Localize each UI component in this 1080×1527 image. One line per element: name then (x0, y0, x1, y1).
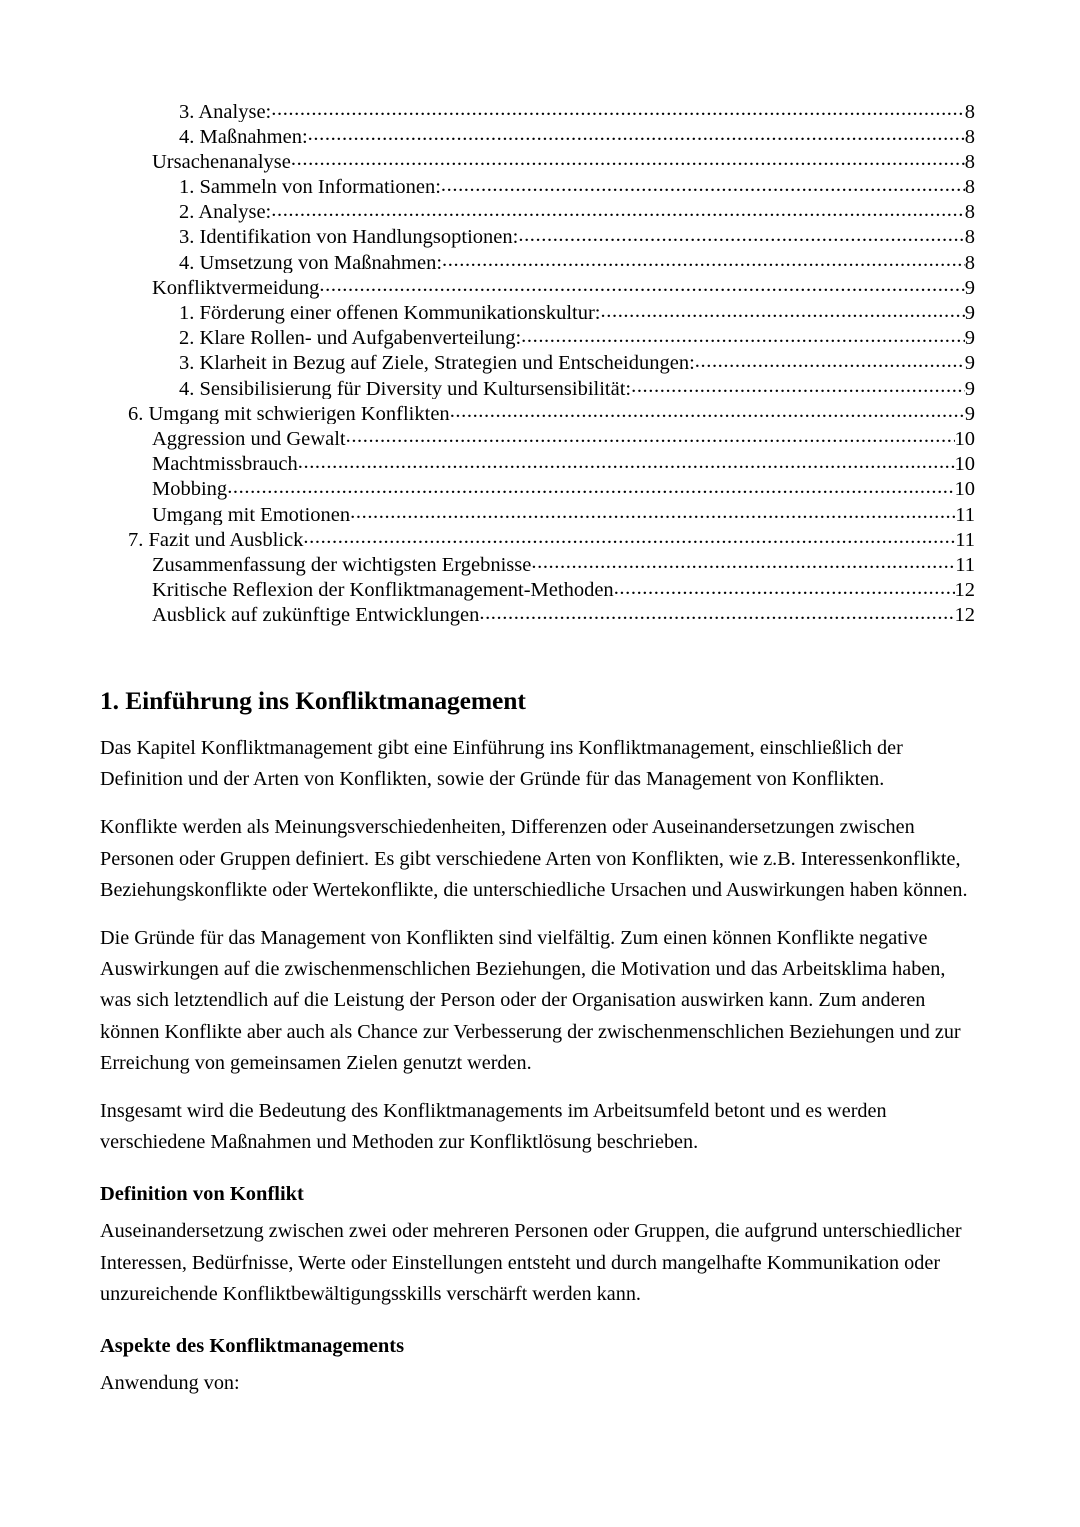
chapter-content (100, 686, 976, 1399)
toc-entry-title: 4. Umsetzung von Maßnahmen: (179, 251, 443, 274)
toc-entry-title: 1. Sammeln von Informationen: (179, 176, 441, 198)
toc-entry[interactable] (0, 173, 1080, 198)
toc-entry-title: 6. Umgang mit schwierigen Konflikten (128, 402, 450, 425)
toc-entry-title: Ausblick auf zukünftige Entwicklungen (152, 604, 480, 626)
toc-entry-title: Zusammenfassung der wichtigsten Ergebnisse (152, 553, 532, 576)
toc-entry[interactable] (0, 248, 1080, 273)
toc-entry[interactable] (0, 550, 1080, 575)
toc-dot-leader (227, 475, 954, 496)
paragraph-gruende: Die Gründe für das Management von Konflikten sind vielfältig. Zum einen können Konflikte negative Auswirkungen auf die zwischenmenschlichen Beziehungen, die Motivation und das Arbeitsklima haben, was sich letztendlich auf die Leistung der Person oder der Organisation auswirken kann. Zum anderen können Konflikte aber auch als Chance zur Verbesserung der zwischenmenschlichen Beziehungen und zur Erreichung von gemeinsamen Zielen genutzt werden. (100, 927, 961, 1074)
toc-dot-leader (521, 324, 965, 345)
toc-entry-page-number: 10 (954, 478, 975, 500)
toc-entry[interactable] (0, 273, 1080, 298)
toc-entry[interactable] (0, 349, 1080, 374)
toc-entry[interactable] (0, 399, 1080, 424)
table-of-contents (0, 97, 1080, 626)
toc-dot-leader (631, 374, 965, 395)
toc-entry-page-number: 11 (955, 503, 975, 526)
page-title: 1. Einführung ins Konfliktmanagement (100, 686, 526, 715)
toc-entry-page-number: 8 (964, 176, 975, 198)
paragraph-insgesamt: Insgesamt wird die Bedeutung des Konfliktmanagements im Arbeitsumfeld betont und es werden verschiedene Maßnahmen und Methoden zur Konfliktlösung beschrieben. (100, 1100, 887, 1154)
toc-dot-leader (614, 576, 955, 597)
toc-entry-page-number: 8 (964, 125, 975, 148)
toc-entry-title: Ursachenanalyse (152, 150, 291, 173)
toc-entry[interactable] (0, 601, 1080, 626)
toc-dot-leader (303, 525, 955, 546)
toc-entry[interactable] (0, 500, 1080, 525)
toc-entry[interactable] (0, 424, 1080, 449)
toc-entry[interactable] (0, 450, 1080, 475)
toc-entry-title: Umgang mit Emotionen (152, 503, 351, 526)
toc-entry-title: Machtmissbrauch (152, 453, 298, 475)
toc-entry-page-number: 8 (964, 150, 975, 173)
toc-dot-leader (531, 550, 955, 571)
toc-entry-page-number: 12 (954, 604, 975, 626)
toc-entry-title: 3. Analyse: (179, 100, 272, 123)
toc-entry[interactable] (0, 324, 1080, 349)
toc-dot-leader (271, 97, 965, 118)
toc-entry-page-number: 8 (964, 100, 975, 123)
toc-dot-leader (441, 173, 965, 194)
toc-entry-page-number: 11 (955, 528, 975, 551)
toc-entry-page-number: 9 (964, 327, 975, 349)
toc-entry[interactable] (0, 198, 1080, 223)
toc-entry-page-number: 9 (964, 402, 975, 425)
toc-dot-leader (442, 248, 965, 269)
toc-entry[interactable] (0, 576, 1080, 601)
toc-entry-title: 7. Fazit und Ausblick (128, 528, 304, 551)
toc-dot-leader (346, 424, 955, 445)
toc-dot-leader (298, 450, 955, 471)
toc-dot-leader (695, 349, 965, 370)
toc-entry-title: 2. Analyse: (179, 201, 272, 223)
toc-dot-leader (291, 147, 965, 168)
toc-entry-page-number: 9 (964, 302, 975, 324)
toc-entry[interactable] (0, 147, 1080, 172)
toc-entry-title: 3. Identifikation von Handlungsoptionen: (179, 226, 519, 249)
toc-dot-leader (308, 122, 965, 143)
toc-entry-title: 1. Förderung einer offenen Kommunikationskultur: (179, 302, 601, 324)
paragraph-konflikt-definition: Konflikte werden als Meinungsverschiedenheiten, Differenzen oder Auseinandersetzungen zwischen Personen oder Gruppen definiert. Es gibt verschiedene Arten von Konflikten, wie z.B. Interessenkonflikte, Beziehungskonflikte oder Wertekonflikte, die unterschiedliche Ursachen und Auswirkungen haben können. (100, 816, 968, 901)
section-heading-definition-von-konflikt: Definition von Konflikt (100, 1183, 304, 1206)
toc-entry-page-number: 9 (964, 276, 975, 299)
toc-dot-leader (450, 399, 965, 420)
toc-entry[interactable] (0, 374, 1080, 399)
toc-entry-page-number: 9 (964, 377, 975, 400)
toc-entry-title: Aggression und Gewalt (152, 427, 346, 450)
toc-entry[interactable] (0, 299, 1080, 324)
toc-entry-page-number: 12 (954, 579, 975, 601)
section-body-aspekte-des-konfliktmanagements: Anwendung von: (100, 1372, 240, 1395)
toc-entry-page-number: 8 (964, 251, 975, 274)
toc-entry-page-number: 8 (964, 226, 975, 249)
toc-dot-leader (271, 198, 965, 219)
toc-entry[interactable] (0, 122, 1080, 147)
toc-entry[interactable] (0, 525, 1080, 550)
toc-entry-page-number: 10 (954, 427, 975, 450)
section-heading-aspekte-des-konfliktmanagements: Aspekte des Konfliktmanagements (100, 1335, 405, 1358)
toc-dot-leader (518, 223, 964, 244)
toc-dot-leader (319, 273, 964, 294)
paragraph-intro: Das Kapitel Konfliktmanagement gibt eine Einführung ins Konfliktmanagement, einschließlich der Definition und der Arten von Konflikten, sowie der Gründe für das Management von Konflikten. (100, 737, 903, 791)
toc-dot-leader (479, 601, 954, 622)
toc-entry-title: Kritische Reflexion der Konfliktmanagement-Methoden (152, 579, 614, 601)
toc-entry-page-number: 8 (964, 201, 975, 223)
toc-entry-page-number: 9 (964, 352, 975, 375)
toc-entry-title: Mobbing (152, 478, 228, 500)
toc-dot-leader (350, 500, 955, 521)
toc-entry-title: Konfliktvermeidung (152, 276, 320, 299)
toc-entry[interactable] (0, 223, 1080, 248)
section-body-definition-von-konflikt: Auseinandersetzung zwischen zwei oder mehreren Personen oder Gruppen, die aufgrund unterschiedlicher Interessen, Bedürfnisse, Werte oder Einstellungen entsteht und durch mangelhafte Kommunikation oder unzureichende Konfliktbewältigungsskills verschärft werden kann. (100, 1220, 962, 1305)
toc-entry-title: 3. Klarheit in Bezug auf Ziele, Strategien und Entscheidungen: (179, 352, 695, 375)
toc-entry-page-number: 11 (955, 553, 975, 576)
toc-entry[interactable] (0, 97, 1080, 122)
toc-entry-title: 2. Klare Rollen- und Aufgabenverteilung: (179, 327, 522, 349)
toc-entry-title: 4. Maßnahmen: (179, 125, 308, 148)
toc-dot-leader (601, 299, 965, 320)
toc-entry[interactable] (0, 475, 1080, 500)
toc-entry-title: 4. Sensibilisierung für Diversity und Kultursensibilität: (179, 377, 632, 400)
toc-entry-page-number: 10 (954, 453, 975, 475)
